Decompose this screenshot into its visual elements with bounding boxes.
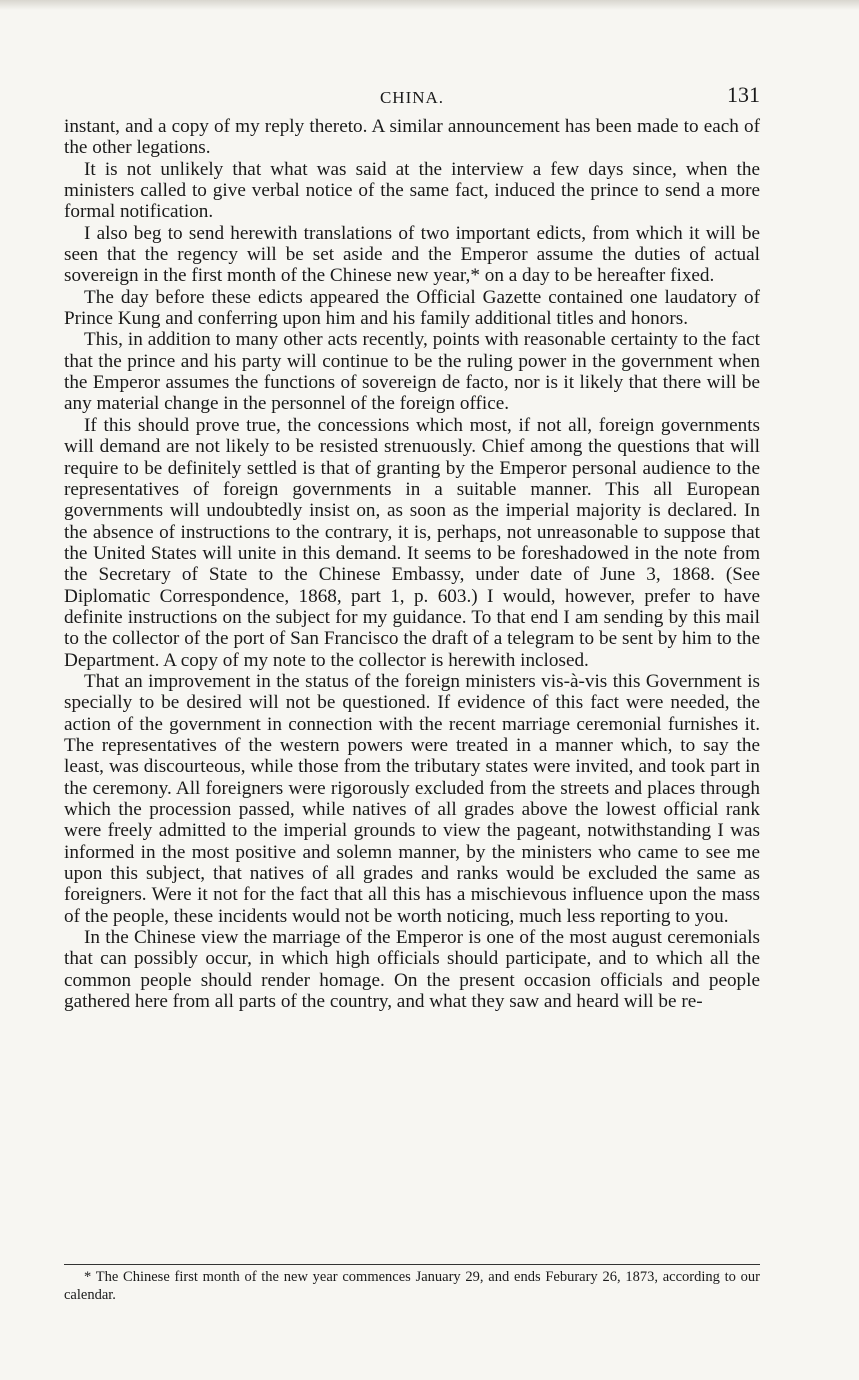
page	[64, 82, 760, 1012]
scan-edge	[0, 0, 859, 10]
footnote-rule	[64, 1264, 760, 1265]
paragraph: That an improvement in the status of the foreign ministers vis-à-vis this Government is specially to be desired will not be questioned. If evidence of this fact were needed, the action of the government in connection with the recent marriage ceremonial furnishes it. The representatives of the western powers were treated in a manner which, to say the least, was discourteous, while those from the tributary states were invited, and took part in the ceremony. All foreigners were rigorously excluded from the streets and places through which the procession passed, while natives of all grades above the lowest official rank were freely admitted to the imperial grounds to view the pageant, notwithstanding I was informed in the most positive and solemn manner, by the ministers who came to see me upon this subject, that natives of all grades and ranks would be excluded the same as foreigners. Were it not for the fact that all this has a mischievous influence upon the mass of the people, these incidents would not be worth noticing, much less reporting to you.	[64, 670, 760, 927]
footnote-text: * The Chinese first month of the new year commences January 29, and ends Feburary 26, 1873, according to our calendar.	[64, 1269, 760, 1303]
page-number: 131	[727, 82, 760, 107]
paragraph: instant, and a copy of my reply thereto. A similar announcement has been made to each of the other legations.	[64, 116, 760, 159]
running-title: CHINA.	[379, 88, 445, 107]
paragraph: It is not unlikely that what was said at the interview a few days since, when the ministers called to give verbal notice of the same fact, induced the prince to send a more formal notification.	[64, 158, 760, 223]
paragraph: This, in addition to many other acts recently, points with reasonable certainty to the fact that the prince and his party will continue to be the ruling power in the government when the Emperor assumes the functions of sovereign de facto, nor is it likely that there will be any material change in the personnel of the foreign office.	[64, 329, 760, 415]
paragraph: The day before these edicts appeared the Official Gazette contained one laudatory of Prince Kung and conferring upon him and his family additional titles and honors.	[64, 286, 760, 330]
paragraph: If this should prove true, the concessions which most, if not all, foreign governments will demand are not likely to be resisted strenuously. Chief among the questions that will require to be definitely settled is that of granting by the Emperor personal audience to the representatives of foreign governments in a suitable manner. This all European governments will undoubtedly insist on, as soon as the imperial majority is declared. In the absence of instructions to the contrary, it is, perhaps, not unreasonable to suppose that the United States will unite in this demand. It seems to be foreshadowed in the note from the Secretary of State to the Chinese Embassy, under date of June 3, 1868. (See Diplomatic Correspondence, 1868, part 1, p. 603.) I would, however, prefer to have definite instructions on the subject for my guidance. To that end I am sending by this mail to the collector of the port of San Francisco the draft of a telegram to be sent by him to the Department. A copy of my note to the collector is herewith inclosed.	[64, 414, 760, 671]
footnote	[64, 1268, 760, 1304]
paragraph: I also beg to send herewith translations of two important edicts, from which it will be seen that the regency will be set aside and the Emperor assume the duties of actual sovereign in the first month of the Chinese new year,* on a day to be hereafter fixed.	[64, 222, 760, 287]
body-text	[64, 116, 760, 1012]
page-header	[64, 82, 760, 116]
paragraph: In the Chinese view the marriage of the Emperor is one of the most august ceremonials that can possibly occur, in which high officials should participate, and to which all the common people should render homage. On the present occasion officials and people gathered here from all parts of the country, and what they saw and heard will be re-	[64, 927, 760, 1013]
